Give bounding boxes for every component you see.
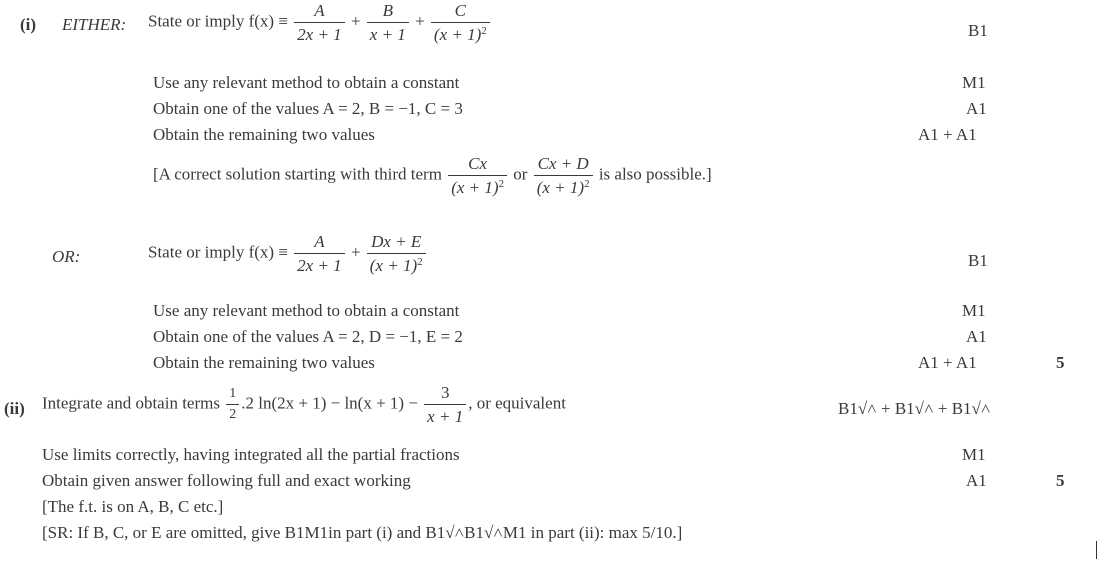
fraction-a: $\frac{A}{2x + 1}$: [294, 2, 345, 43]
part-ii-label: (ii): [4, 399, 25, 418]
fraction-cx: $\frac{Cx}{(x + 1)^2}$: [448, 155, 507, 196]
either-equation: [148, 2, 492, 43]
ft-note: [The f.t. is on A, B, C etc.]: [42, 497, 224, 516]
fraction-cx-d: $\frac{Cx + D}{(x + 1)^2}$: [534, 155, 593, 196]
or-equation: State or imply f(x) ≡ $\frac{A}{2x + 1}$ + $\frac{Dx + E}{(x + 1)^2}$: [148, 233, 428, 274]
limits-line: Use limits correctly, having integrated all the partial fractions: [42, 445, 460, 464]
mark-a1-a1: A1 + A1: [918, 125, 977, 144]
fraction-half: $\frac{1}{2}$: [226, 387, 239, 422]
part-i-label: (i): [20, 15, 37, 34]
equation-lead: State or imply f(x) ≡: [148, 11, 288, 31]
mark-m1: M1: [962, 301, 986, 320]
fraction-three: $\frac{3}{x + 1}$: [424, 384, 466, 425]
plus-sign: +: [415, 11, 425, 31]
mark-m1: M1: [962, 445, 986, 464]
fraction-a: $\frac{A}{2x + 1}$: [294, 233, 345, 274]
mark-a1-a1: A1 + A1: [918, 353, 977, 372]
mark-b1: B1: [968, 251, 988, 270]
mark-a1: A1: [966, 99, 987, 118]
fraction-dx-e: $\frac{Dx + E}{(x + 1)^2}$: [367, 233, 426, 274]
note-line: [A correct solution starting with third term $\frac{Cx}{(x + 1)^2}$ or $\frac{Cx + D}{(x + 1)^2}$ is also possible.]: [153, 154, 712, 197]
part-i-total: 5: [1056, 353, 1065, 372]
or-remaining-line: Obtain the remaining two values: [153, 353, 375, 372]
mark-b1: B1: [968, 21, 988, 40]
or-label: OR:: [52, 247, 81, 266]
plus-sign: +: [350, 11, 361, 31]
mark-a1: A1: [966, 327, 987, 346]
remaining-line: Obtain the remaining two values: [153, 125, 375, 144]
sr-note: [SR: If B, C, or E are omitted, give B1M1in part (i) and B1√˄B1√˄M1 in part (ii): max 5/10.]: [42, 523, 683, 542]
method-line: Use any relevant method to obtain a constant: [153, 73, 460, 92]
mark-m1: M1: [962, 73, 986, 92]
fraction-b: $\frac{B}{x + 1}$: [367, 2, 409, 43]
part-ii-total: 5: [1056, 471, 1065, 490]
values-line: Obtain one of the values A = 2, B = −1, C = 3: [153, 99, 463, 118]
either-label: EITHER:: [62, 15, 127, 34]
or-values-line: Obtain one of the values A = 2, D = −1, E = 2: [153, 327, 463, 346]
mark-b1-ft: B1√˄ + B1√˄ + B1√˄: [838, 399, 991, 418]
fraction-c: $\frac{C}{(x + 1)^2}$: [431, 2, 490, 43]
or-method-line: Use any relevant method to obtain a constant: [153, 301, 460, 320]
text-cursor: [1096, 541, 1097, 559]
mark-a1: A1: [966, 471, 987, 490]
integration-line: Integrate and obtain terms $\frac{1}{2}$ .2 ln(2x + 1) − ln(x + 1) − $\frac{3}{x + 1}$ , or equivalent: [42, 383, 566, 426]
answer-line: Obtain given answer following full and exact working: [42, 471, 411, 490]
